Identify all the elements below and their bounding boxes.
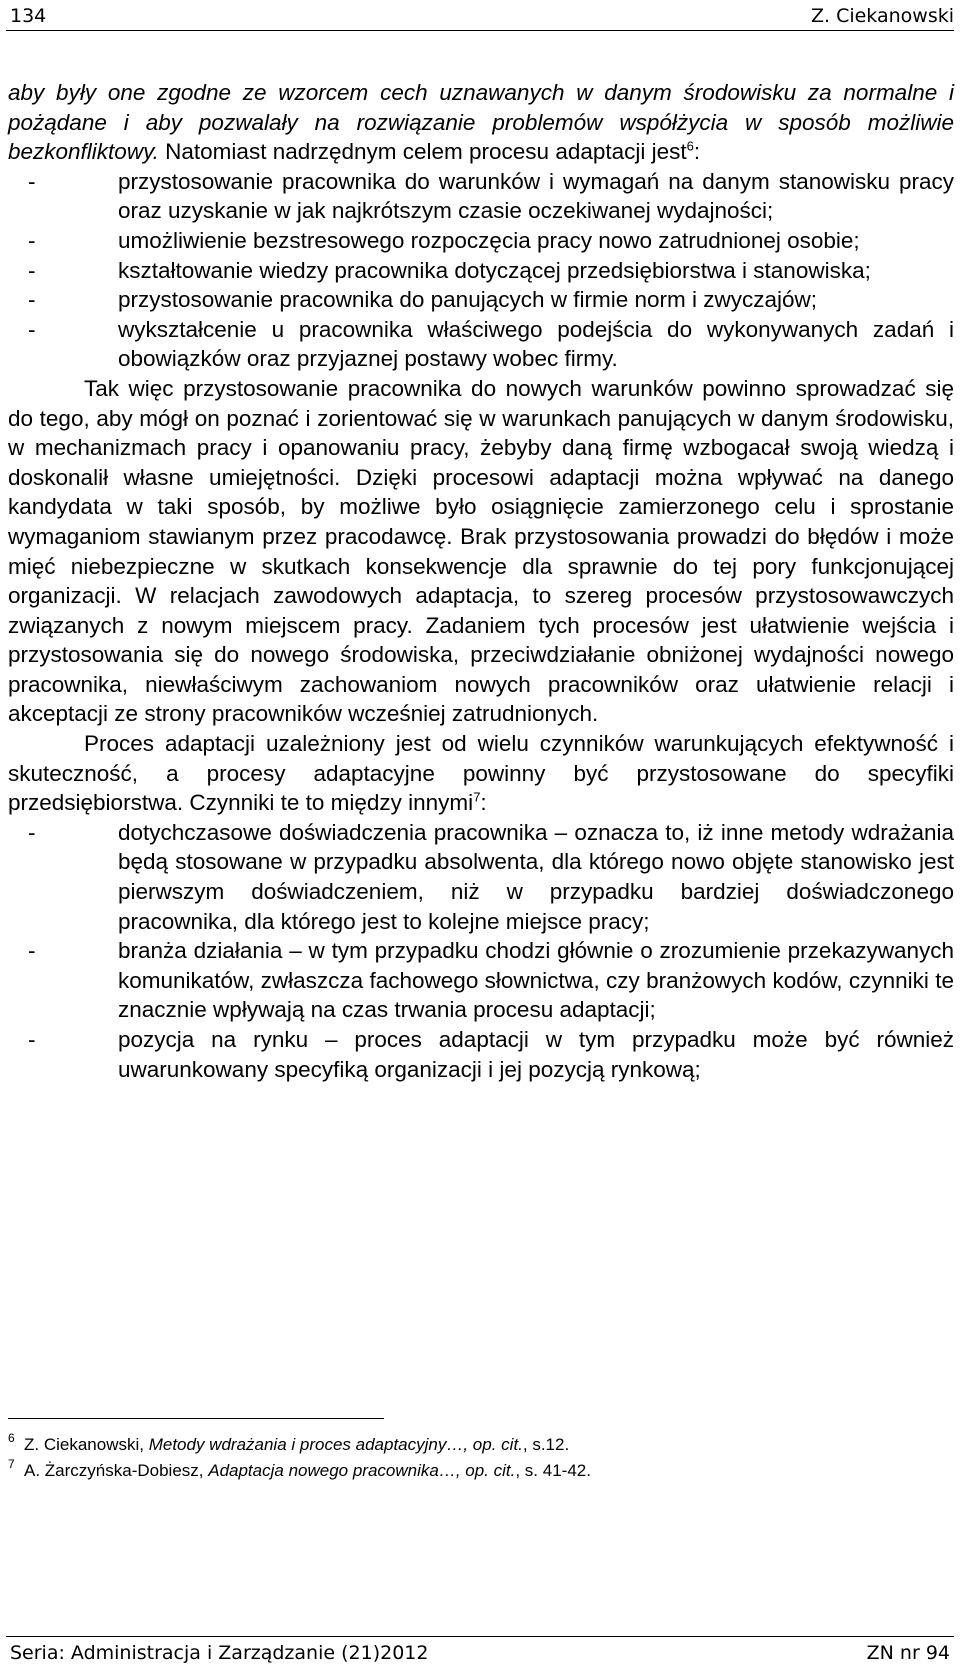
- footnote-6: [8, 1432, 954, 1458]
- adaptation-factors-list: [8, 818, 954, 1084]
- paragraph-3: [8, 729, 954, 818]
- paragraph-1-tail: Natomiast nadrzędnym celem procesu adaptacji jest: [158, 139, 687, 165]
- list-dash: -: [28, 287, 36, 313]
- footnote-text: , s.12.: [522, 1435, 570, 1454]
- header-author: Z. Ciekanowski: [810, 5, 954, 27]
- list-item: [8, 226, 954, 256]
- adaptation-goals-list: [8, 167, 954, 374]
- list-dash: -: [28, 938, 36, 964]
- list-item-text: pozycja na rynku – proces adaptacji w tym przypadku może być również uwarunkowany specyfiką organizacji i jej pozycją rynkową;: [118, 1027, 954, 1082]
- footnote-mark: 7: [8, 1457, 15, 1471]
- list-item: [8, 285, 954, 315]
- paragraph-1: [8, 78, 954, 167]
- footnote-text: Z. Ciekanowski,: [24, 1435, 149, 1454]
- list-item: [8, 167, 954, 226]
- list-item-text: wykształcenie u pracownika właściwego podejścia do wykonywanych zadań i obowiązków oraz przyjaznej postawy wobec firmy.: [118, 316, 954, 372]
- paragraph-3-colon: :: [480, 790, 487, 816]
- footnote-7: [8, 1458, 954, 1484]
- list-item-text: przystosowanie pracownika do panujących w firmie norm i zwyczajów;: [118, 287, 818, 313]
- paragraph-1-colon: :: [693, 139, 701, 165]
- footnote-text: , s. 41-42.: [515, 1461, 591, 1480]
- list-item: [8, 1025, 954, 1084]
- page-number: 134: [10, 5, 47, 27]
- footnote-title: Metody wdrażania i proces adaptacyjny…, op. cit.: [148, 1435, 523, 1454]
- footnote-title: Adaptacja nowego pracownika…, op. cit.: [208, 1461, 516, 1480]
- list-item-text: dotychczasowe doświadczenia pracownika – oznacza to, iż inne metody wdrażania będą stosowane w przypadku absolwenta, dla którego nowo objęte stanowisko jest pierwszym doświadczeniem, niż w przypadku bardziej doświadczonego pracownika, dla którego jest to kolejne miejsce pracy;: [118, 819, 954, 934]
- main-text: [8, 78, 954, 1084]
- header-rule: [6, 30, 954, 31]
- list-item: [8, 936, 954, 1025]
- list-dash: -: [28, 257, 36, 283]
- footnote-mark: 6: [8, 1431, 15, 1445]
- issue-number: ZN nr 94: [866, 1642, 950, 1664]
- footnote-text: A. Żarczyńska-Dobiesz,: [24, 1461, 209, 1480]
- list-item-text: umożliwienie bezstresowego rozpoczęcia pracy nowo zatrudnionej osobie;: [118, 227, 860, 253]
- list-dash: -: [28, 168, 36, 194]
- footnotes: [8, 1432, 954, 1484]
- list-item-text: branża działania – w tym przypadku chodzi głównie o zrozumienie przekazywanych komunikatów, zwłaszcza fachowego słownictwa, czy branżowych kodów, czynniki te znacznie wpływają na czas trwania procesu adaptacji;: [118, 938, 954, 1023]
- paragraph-3-text: Proces adaptacji uzależniony jest od wielu czynników warunkujących efektywność i skuteczność, a procesy adaptacyjne powinny być przystosowane do specyfiki przedsiębiorstwa. Czynniki te to między innymi: [8, 731, 954, 816]
- list-item: [8, 315, 954, 374]
- list-item-text: kształtowanie wiedzy pracownika dotyczącej przedsiębiorstwa i stanowiska;: [118, 257, 871, 283]
- list-dash: -: [28, 1027, 36, 1052]
- list-item: [8, 256, 954, 286]
- footer-rule: [6, 1636, 954, 1637]
- list-dash: -: [28, 316, 36, 342]
- running-footer: [6, 1639, 954, 1667]
- footnote-separator: [8, 1418, 384, 1419]
- list-dash: -: [28, 819, 36, 845]
- journal-series: Seria: Administracja i Zarządzanie (21)2012: [10, 1642, 429, 1664]
- list-dash: -: [28, 227, 36, 253]
- list-item: [8, 818, 954, 936]
- list-item-text: przystosowanie pracownika do warunków i wymagań na danym stanowisku pracy oraz uzyskanie w jak najkrótszym czasie oczekiwanej wydajności;: [118, 168, 954, 224]
- footnote-ref-6: 6: [686, 138, 694, 154]
- footnote-ref-7: 7: [473, 789, 481, 805]
- paragraph-2: Tak więc przystosowanie pracownika do nowych warunków powinno sprowadzać się do tego, aby mógł on poznać i zorientować się w warunkach panujących w danym środowisku, w mechanizmach pracy i opanowaniu pracy, żebyby daną firmę wzbogacał swoją wiedzą i doskonalił własne umiejętności. Dzięki procesowi adaptacji można wpływać na danego kandydata w taki sposób, by możliwe było osiągnięcie zamierzonego celu i sprostanie wymaganiom stawianym przez pracodawcę. Brak przystosowania prowadzi do błędów i może mięć niebezpieczne w skutkach konsekwencje dla sprawnie do tej pory funkcjonującej organizacji. W relacjach zawodowych adaptacja, to szereg procesów przystosowawczych związanych z nowym miejscem pracy. Zadaniem tych procesów jest ułatwienie wejścia i przystosowania się do nowego środowiska, przeciwdziałanie obniżonej wydajności nowego pracownika, niewłaściwym zachowaniom nowych pracowników oraz ułatwienie relacji i akceptacji ze strony pracowników wcześniej zatrudnionych.: [8, 375, 954, 727]
- paragraph-1-lead: aby były one zgodne ze wzorcem cech uznawanych w danym środowisku za normalne i pożądane i aby pozwalały na rozwiązanie problemów współżycia w sposób możliwie bezkonfliktowy.: [8, 80, 954, 165]
- running-header: [6, 2, 954, 30]
